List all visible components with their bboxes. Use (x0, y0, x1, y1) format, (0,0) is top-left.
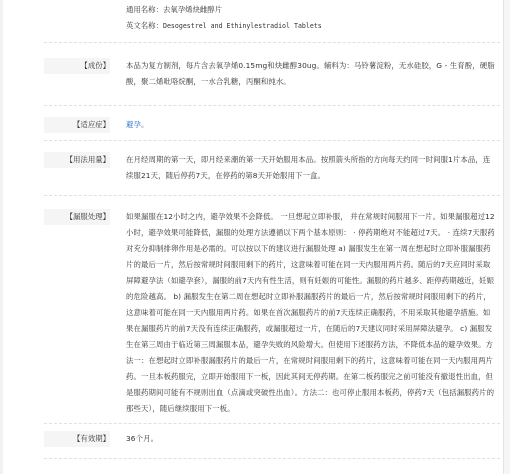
section-label: 【适应症】 (44, 117, 110, 133)
section-label: 【漏服处理】 (44, 209, 110, 225)
drug-names (126, 2, 322, 34)
section-text: 在月经周期的第一天，即月经来潮的第一天开始服用本品。按照箭头所指的方向每天约同一时间服1片本品，连续服21天，随后停药7天，在停药的第8天开始服用下一盒。 (126, 155, 491, 180)
scrollbar[interactable] (503, 0, 510, 474)
english-name (126, 18, 322, 34)
divider (44, 458, 500, 459)
indication-link[interactable]: 避孕。 (126, 120, 149, 129)
section-text: 36个月。 (126, 434, 159, 443)
section-label: 【成份】 (44, 58, 110, 74)
common-name: 通用名称：去氧孕烯炔雌醇片 (126, 5, 223, 14)
divider (44, 423, 500, 424)
section-label: 【用法用量】 (44, 152, 110, 168)
divider (44, 42, 500, 43)
section-text: 如果漏服在12小时之内，避孕效果不会降低。 一旦想起立即补服， 并在常规时间服用下一片。如果漏服超过12 小时，避孕效果可能降低，漏服的处理方法遵循以下两个基本原则： · 停药期绝对不能超过7天。 · 连续7天服药对充分抑制排卵作用是必需的。可以按以下的建议进行漏服处理 a) 漏服发生在第一周在想起时立即补服漏服药片的最后一片，然后按常规时间服用剩下的药片，这意味着可能在同一天内服用两片药。随后的7天应同时采取屏障避孕法（如避孕套），漏服的前7天内有性生活，则有妊娠的可能性。漏服的药片越多、距停药期越近，妊娠的危险越高。 b) 漏服发生在第二周在想起时立即补服漏服药片的最后一片，然后按常规时间服用剩下的药片，这意味着可能在同一天内服用两片药。如果在首次漏服药片的前7天连续正确服药，不用采取其他避孕措施。如果在漏服药片的前7天没有连续正确服药，或漏服超过一片，在随后的7天建议同时采用屏障法避孕。 c) 漏服发生在第三周由于临近第三周漏服本品，避孕失败的风险增大。但使用下述服药方法，不降低本品的避孕效果。方法一：在想起时立即补服漏服药片的最后一片，在常规时间服用剩下的药片，这意味着可能在同一天内服用两片药。一旦本板药服完，立即开始服用下一板，因此其间无停药期。在第二板药服完之前可能没有撤退性出血，但是服药期间可能有不规则出血（点滴或突破性出血）。方法二：也可停止服用本板药，停药7天（包括漏服药片的那些天），随后继续服用下一板。 (126, 212, 495, 413)
divider (44, 105, 500, 106)
divider (44, 195, 500, 196)
section-label: 【有效期】 (44, 431, 110, 447)
english-name-value: Desogestrel and Ethinylestradiol Tablets (162, 22, 322, 30)
left-edge (0, 0, 3, 474)
section-text: 本品为复方制剂，每片含去氧孕烯0.15mg和炔雌醇30ug。辅料为：马铃薯淀粉，无水硅胶，G - 生育酚，硬脂酸，聚二烯吡咯烷酮，一水合乳糖，丙酮和纯水。 (126, 61, 495, 86)
english-name-label: 英文名称： (126, 21, 163, 30)
divider (44, 140, 500, 141)
